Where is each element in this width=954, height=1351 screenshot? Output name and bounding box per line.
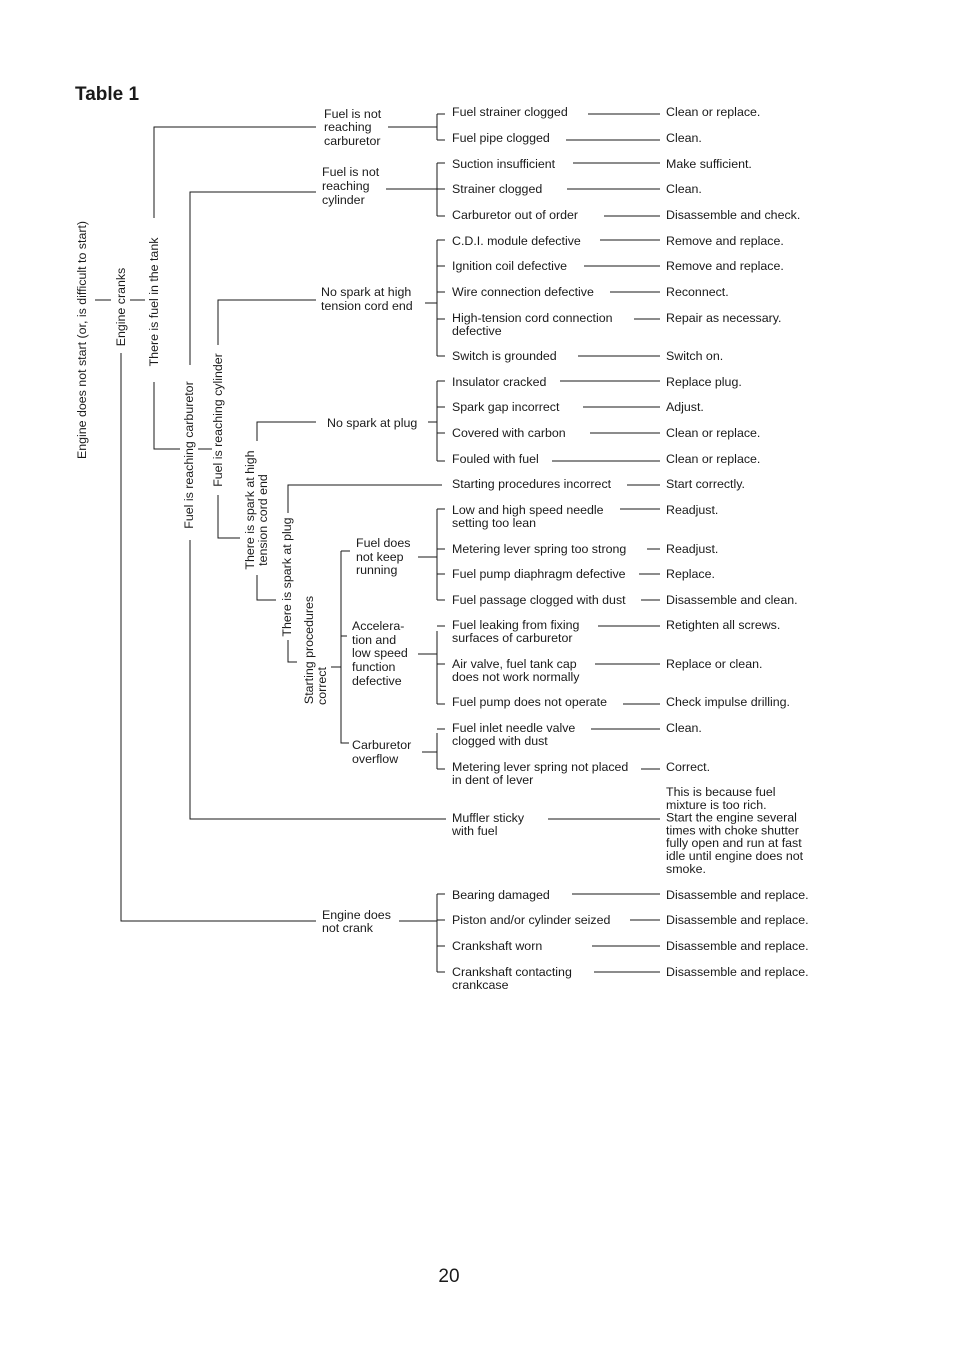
cause-text: in dent of lever [452,772,534,787]
cause-text: clogged with dust [452,733,548,748]
cause-text: Fuel pump diaphragm defective [452,567,626,581]
diagnosis-row [437,913,809,927]
cause-text: Fuel leaking from fixing [452,618,580,632]
diagnosis-row [437,311,781,338]
diagnosis-row [437,888,809,902]
cause-text: Wire connection defective [452,285,594,299]
remedy-text: Remove and replace. [666,234,784,248]
diagnosis-row [437,400,704,414]
diagnosis-row [437,157,752,171]
svg-text:running: running [356,563,398,577]
group-no-spark-plug [327,416,417,430]
diagnosis-row [452,477,745,491]
cause-text: Carburetor out of order [452,208,579,222]
cause-text: Switch is grounded [452,349,557,363]
remedy-text: Disassemble and check. [666,208,801,222]
remedy-text: This is because fuel [666,785,776,799]
remedy-text: Replace or clean. [666,657,763,671]
cause-text: does not work normally [452,669,580,684]
root-condition-label: Engine does not start (or, is difficult to start) [75,220,89,460]
svg-text:Carburetor: Carburetor [352,738,412,752]
diagnosis-row [437,426,760,440]
remedy-text: times with choke shutter [666,823,799,838]
remedy-text: Replace plug. [666,375,742,389]
fuel-reaching-carburetor-label: Fuel is reaching carburetor [182,381,196,529]
remedy-text: Clean or replace. [666,105,761,119]
cause-text: Fouled with fuel [452,452,539,466]
remedy-text: Clean or replace. [666,452,761,466]
cause-text: Strainer clogged [452,182,543,196]
diagnosis-row [437,721,702,748]
diagnosis-row [437,208,800,222]
svg-text:function: function [352,660,396,674]
remedy-text: Disassemble and clean. [666,593,798,607]
svg-text:low speed: low speed [352,646,408,660]
remedy-text: Readjust. [666,542,719,556]
cause-text: Suction insufficient [452,157,556,171]
diagnosis-row [437,131,702,145]
starting-procedures-label-1: Starting procedures [302,595,316,705]
engine-cranks-label: Engine cranks [114,267,128,347]
remedy-text: smoke. [666,861,706,876]
svg-text:Engine does: Engine does [322,908,391,922]
diagnosis-row [437,105,760,119]
cause-text: Metering lever spring too strong [452,542,627,556]
svg-text:defective: defective [352,674,402,688]
svg-text:Accelera-: Accelera- [352,619,405,633]
diagnosis-row [437,234,784,248]
spark-at-plug-label: There is spark at plug [280,517,294,637]
diagnosis-row [437,375,742,389]
cause-text: Spark gap incorrect [452,400,560,414]
cause-text: Ignition coil defective [452,259,568,273]
cause-text: surfaces of carburetor [452,630,573,645]
remedy-text: idle until engine does not [666,849,804,863]
remedy-text: Readjust. [666,503,719,517]
diagnosis-row [437,695,790,709]
diagnosis-row [437,182,702,196]
spark-high-tension-label-2: tension cord end [256,474,270,566]
diagnosis-row [437,593,798,607]
group-fuel-not-keep-running [356,536,410,577]
table-title: Table 1 [75,84,140,105]
cause-text: Crankshaft contacting [452,965,572,979]
svg-text:carburetor: carburetor [324,134,381,148]
remedy-text: Adjust. [666,400,704,414]
svg-text:reaching: reaching [322,179,370,193]
remedy-text: Remove and replace. [666,259,784,273]
cause-text: Fuel passage clogged with dust [452,593,626,607]
svg-text:not crank: not crank [322,921,373,935]
remedy-text: Make sufficient. [666,157,752,171]
cause-text: Starting procedures incorrect [452,477,612,491]
starting-procedures-label-2: correct [315,667,329,705]
diagnosis-row [437,259,784,273]
svg-text:overflow: overflow [352,752,399,766]
remedy-text: fully open and run at fast [666,836,802,851]
svg-text:Fuel is not: Fuel is not [322,165,380,179]
diagnosis-row [437,760,710,787]
remedy-text: Correct. [666,760,711,774]
cause-text: Fuel pipe clogged [452,131,550,145]
remedy-text: Disassemble and replace. [666,913,809,927]
group-carburetor-overflow [352,738,411,766]
cause-text: setting too lean [452,515,537,530]
remedy-text: Disassemble and replace. [666,939,809,953]
cause-text: Insulator cracked [452,375,547,389]
remedy-text: Start the engine several [666,810,797,825]
svg-text:not keep: not keep [356,550,404,564]
fuel-in-tank-label: There is fuel in the tank [147,237,161,367]
cause-text: High-tension cord connection [452,311,613,325]
diagnosis-row [437,965,809,992]
fuel-reaching-cylinder-label: Fuel is reaching cylinder [211,353,225,487]
cause-text: Bearing damaged [452,888,550,902]
cause-text: crankcase [452,977,509,992]
diagnosis-row [437,503,718,530]
svg-text:Fuel is not: Fuel is not [324,107,382,121]
svg-text:tion and: tion and [352,633,397,647]
remedy-text: Disassemble and replace. [666,965,809,979]
remedy-text: Clean or replace. [666,426,761,440]
cause-text: C.D.I. module defective [452,234,581,248]
remedy-text: Clean. [666,182,702,196]
cause-text: Piston and/or cylinder seized [452,913,611,927]
svg-text:reaching: reaching [324,120,372,134]
svg-text:tension cord end: tension cord end [321,299,413,313]
group-fuel-not-reaching-cylinder [322,165,380,207]
remedy-text: Clean. [666,721,702,735]
remedy-text: Reconnect. [666,285,729,299]
diagnosis-row [437,349,723,363]
cause-text: Fuel inlet needle valve [452,721,576,735]
svg-text:No spark at high: No spark at high [321,285,412,299]
cause-text: defective [452,323,502,338]
diagnosis-row [437,452,760,466]
diagnosis-row [437,542,718,556]
remedy-text: Clean. [666,131,702,145]
remedy-text: mixture is too rich. [666,797,767,812]
remedy-text: Switch on. [666,349,724,363]
cause-text: Covered with carbon [452,426,566,440]
remedy-text: Retighten all screws. [666,618,781,632]
cause-text: Crankshaft worn [452,939,543,953]
cause-text: Muffler sticky [452,811,525,825]
cause-text: with fuel [452,823,498,838]
cause-text: Fuel strainer clogged [452,105,568,119]
remedy-text: Replace. [666,567,715,581]
group-no-spark-high-tension [321,285,413,313]
svg-text:Fuel does: Fuel does [356,536,411,550]
spark-high-tension-label-1: There is spark at high [243,450,257,570]
cause-text: Fuel pump does not operate [452,695,607,709]
group-acceleration-defective [352,619,408,688]
remedy-text: Repair as necessary. [666,311,782,325]
group-engine-not-crank [322,908,391,935]
remedy-text: Start correctly. [666,477,745,491]
diagnosis-row [437,939,809,953]
group-fuel-not-reaching-carburetor [324,107,382,148]
svg-text:cylinder: cylinder [322,193,365,207]
cause-text: Air valve, fuel tank cap [452,657,577,671]
diagnosis-row [437,657,762,684]
diagnosis-row [437,567,715,581]
diagnosis-row [437,618,780,645]
cause-remedy-rows [437,105,809,992]
diagnosis-row [437,285,729,299]
remedy-text: Disassemble and replace. [666,888,809,902]
cause-text: Metering lever spring not placed [452,760,629,774]
diagnosis-row [451,785,804,876]
page-number: 20 [438,1266,460,1287]
cause-text: Low and high speed needle [452,503,604,517]
remedy-text: Check impulse drilling. [666,695,790,709]
svg-text:No spark at plug: No spark at plug [327,416,418,430]
